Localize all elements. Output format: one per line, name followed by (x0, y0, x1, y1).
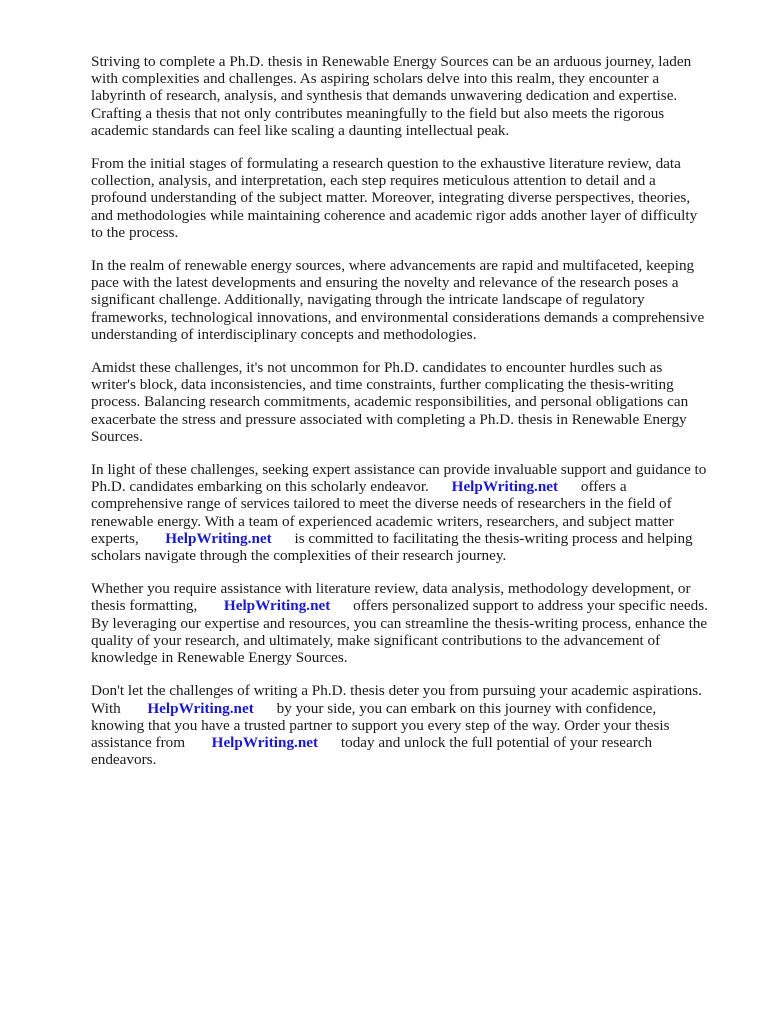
text-line (91, 717, 731, 734)
helpwriting-link[interactable]: HelpWriting.net (451, 478, 559, 496)
text-line (91, 615, 731, 632)
text-line (91, 257, 731, 274)
text-line (91, 393, 731, 410)
text-line (91, 632, 731, 649)
text-segment: knowledge in Renewable Energy Sources. (91, 649, 348, 667)
text-line (91, 70, 731, 87)
text-segment: to the process. (91, 223, 179, 241)
text-segment: In the realm of renewable energy sources, where advancements are rapid and multifaceted, keeping (91, 257, 695, 275)
text-segment: significant challenge. Additionally, navigating through the intricate landscape of regulatory (91, 291, 645, 309)
text-segment: Striving to complete a Ph.D. thesis in Renewable Energy Sources can be an arduous journey, laden (91, 53, 692, 70)
text-line (91, 428, 731, 445)
paragraph (91, 257, 731, 343)
text-segment: Ph.D. candidates embarking on this scholarly endeavor. (91, 478, 452, 496)
text-segment: comprehensive range of services tailored to meet the diverse needs of researchers in the field of (91, 495, 672, 513)
text-segment: Sources. (91, 427, 143, 445)
text-segment: Crafting a thesis that not only contributes meaningfully to the field but also meets the rigorous (91, 104, 665, 122)
text-line (91, 309, 731, 326)
text-segment: and methodologies while maintaining coherence and academic rigor adds another layer of difficulty (91, 206, 698, 224)
helpwriting-link[interactable]: HelpWriting.net (165, 529, 272, 547)
text-line (91, 700, 731, 717)
text-line (91, 172, 731, 189)
text-segment: renewable energy. With a team of experienced academic writers, researchers, and subject matter (91, 512, 674, 530)
text-line (91, 411, 731, 428)
text-segment: thesis formatting, (91, 597, 224, 615)
text-segment: today and unlock the full potential of your research (318, 733, 653, 751)
text-segment: assistance from (91, 733, 212, 751)
text-segment: From the initial stages of formulating a research question to the exhaustive literature review, data (91, 155, 681, 173)
helpwriting-link[interactable]: HelpWriting.net (211, 733, 319, 751)
text-line (91, 547, 731, 564)
text-line (91, 649, 731, 666)
text-segment: academic standards can feel like scaling a daunting intellectual peak. (91, 121, 510, 139)
text-line (91, 53, 731, 70)
text-segment: exacerbate the stress and pressure associated with completing a Ph.D. thesis in Renewable Energy (91, 410, 687, 428)
text-segment: by your side, you can embark on this journey with confidence, (253, 699, 657, 717)
text-line (91, 274, 731, 291)
text-segment: scholars navigate through the complexities of their research journey. (91, 547, 507, 565)
text-segment: Whether you require assistance with literature review, data analysis, methodology development, or (91, 580, 691, 598)
text-line (91, 326, 731, 343)
text-segment: collection, analysis, and interpretation, each step requires meticulous attention to detail and a (91, 172, 656, 190)
text-segment: In light of these challenges, seeking expert assistance can provide invaluable support and guidance to (91, 461, 707, 479)
text-segment: with complexities and challenges. As aspiring scholars delve into this realm, they encounter a (91, 70, 660, 88)
text-line (91, 597, 731, 614)
paragraph (91, 155, 731, 241)
text-line (91, 291, 731, 308)
text-segment: Amidst these challenges, it's not uncommon for Ph.D. candidates to encounter hurdles such as (91, 359, 663, 377)
helpwriting-link[interactable]: HelpWriting.net (147, 699, 254, 717)
text-segment: frameworks, technological innovations, and environmental considerations demands a comprehensive (91, 308, 705, 326)
text-segment: writer's block, data inconsistencies, and time constraints, further complicating the thesis-writing (91, 376, 674, 394)
paragraph (91, 359, 731, 445)
text-segment: is committed to facilitating the thesis-writing process and helping (271, 529, 693, 547)
text-segment: understanding of interdisciplinary concepts and methodologies. (91, 325, 477, 343)
text-segment: profound understanding of the subject matter. Moreover, integrating diverse perspectives, theories, (91, 189, 691, 207)
paragraph (91, 682, 731, 768)
text-line (91, 530, 731, 547)
text-line (91, 478, 731, 495)
text-line (91, 734, 731, 751)
text-line (91, 189, 731, 206)
paragraph (91, 53, 731, 139)
text-line (91, 513, 731, 530)
text-line (91, 224, 731, 241)
text-line (91, 376, 731, 393)
text-line (91, 682, 731, 699)
text-line (91, 751, 731, 768)
text-segment: offers personalized support to address your specific needs. (330, 597, 708, 615)
text-segment: experts, (91, 529, 166, 547)
text-line (91, 207, 731, 224)
text-line (91, 87, 731, 104)
text-segment: quality of your research, and ultimately, make significant contributions to the advancement of (91, 631, 661, 649)
text-line (91, 122, 731, 139)
text-segment: process. Balancing research commitments, academic responsibilities, and personal obligations can (91, 393, 689, 411)
text-line (91, 461, 731, 478)
document-page (91, 53, 731, 784)
paragraph (91, 461, 731, 564)
text-line (91, 495, 731, 512)
text-segment: By leveraging our expertise and resources, you can streamline the thesis-writing process, enhance the (91, 614, 708, 632)
text-segment: endeavors. (91, 751, 157, 769)
text-line (91, 105, 731, 122)
paragraph (91, 580, 731, 666)
text-segment: pace with the latest developments and ensuring the novelty and relevance of the research poses a (91, 274, 679, 292)
text-line (91, 155, 731, 172)
helpwriting-link[interactable]: HelpWriting.net (223, 597, 331, 615)
text-segment: offers a (558, 478, 627, 496)
text-segment: Don't let the challenges of writing a Ph.D. thesis deter you from pursuing your academic aspirations. (91, 682, 702, 700)
text-segment: labyrinth of research, analysis, and synthesis that demands unwavering dedication and expertise. (91, 87, 678, 105)
text-line (91, 580, 731, 597)
text-line (91, 359, 731, 376)
text-segment: With (91, 699, 148, 717)
text-segment: knowing that you have a trusted partner to support you every step of the way. Order your thesis (91, 716, 670, 734)
